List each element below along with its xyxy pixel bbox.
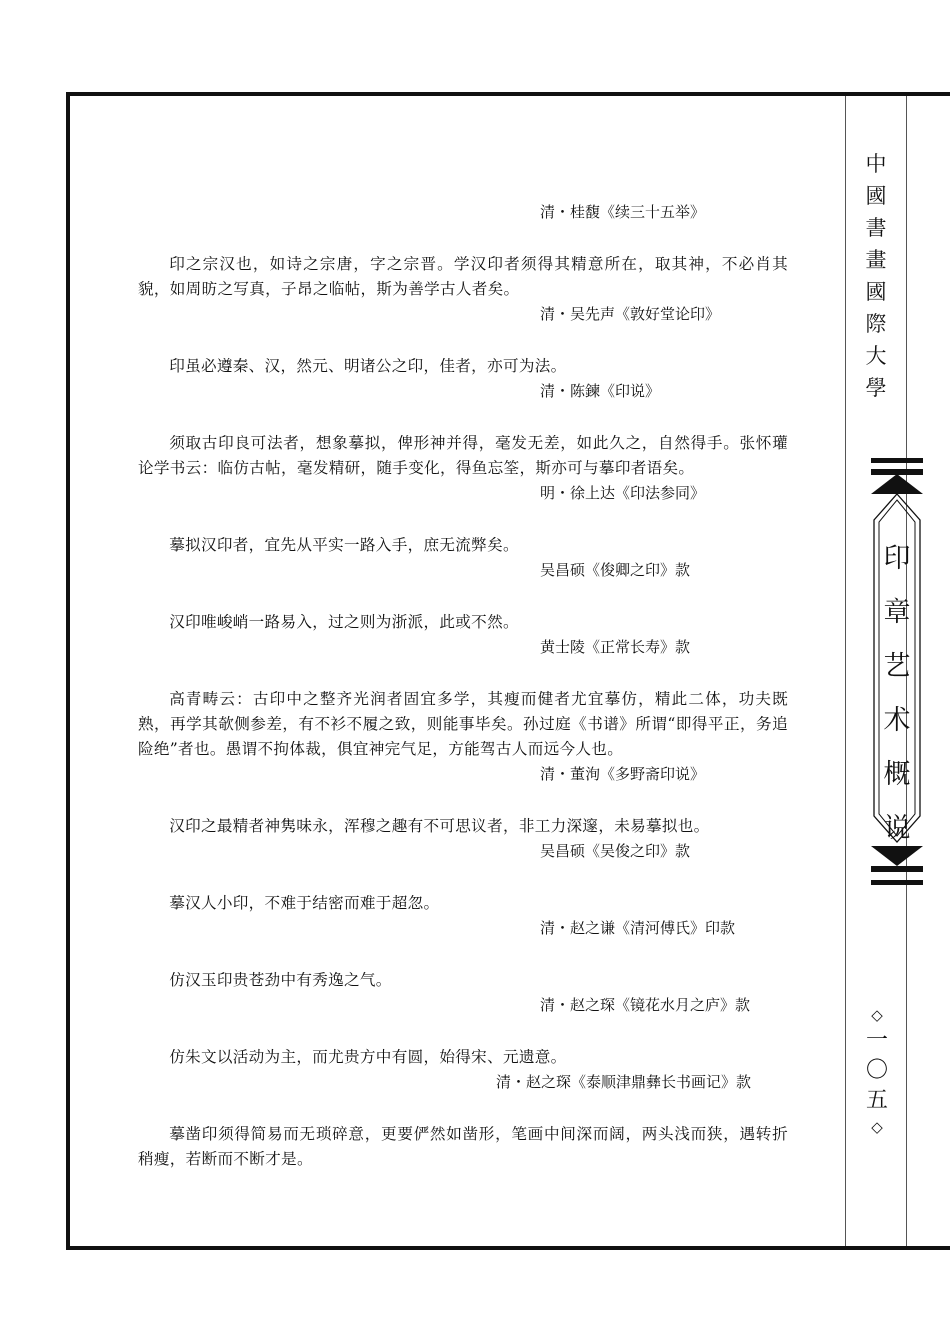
chapter-title-char: 术: [883, 705, 911, 736]
column-rule: [845, 96, 846, 1246]
quote-source: 清・吴先声《敦好堂论印》: [540, 305, 721, 323]
tab-arrow-bottom: [871, 846, 923, 866]
quote-source: 清・桂馥《续三十五举》: [540, 203, 706, 221]
quote-text: 摹汉人小印，不难于结密而难于超忽。: [169, 894, 440, 912]
tab-bar-bottom: [871, 880, 923, 885]
page-number-char: 〇: [865, 1058, 888, 1083]
quote-text: 印虽必遵秦、汉，然元、明诸公之印，佳者，亦可为法。: [169, 357, 567, 375]
page-number-char: 五: [865, 1088, 888, 1113]
quote-source: 清・陈鍊《印说》: [540, 382, 661, 400]
tab-band-bottom: [871, 866, 923, 872]
quote-source: 吴昌硕《俊卿之印》款: [540, 561, 691, 579]
quote-source: 明・徐上达《印法参同》: [540, 484, 706, 502]
quote-text: 仿汉玉印贵苍劲中有秀逸之气。: [169, 971, 392, 989]
quote-text: 摹凿印须得简易而无琐碎意，更要俨然如凿形，笔画中间深而阔，两头浅而狭，遇转折稍瘦，若断而不断才是。: [138, 1125, 788, 1168]
quote-text: 印之宗汉也，如诗之宗唐，字之宗晋。学汉印者须得其精意所在，取其神，不必肖其貌，如周昉之写真，子昂之临帖，斯为善学古人者矣。: [138, 255, 788, 298]
body-text: [138, 200, 788, 1172]
series-title-char: 中: [865, 152, 887, 176]
series-title-char: 書: [865, 216, 887, 240]
quote-text: 汉印唯峻峭一路易入，过之则为浙派，此或不然。: [169, 613, 519, 631]
chapter-title-char: 说: [883, 813, 911, 844]
series-title-char: 大: [865, 344, 887, 368]
series-title-char: 畫: [865, 248, 887, 272]
quote-text: 须取古印良可法者，想象摹拟，俾形神并得，毫发无差，如此久之，自然得手。张怀瓘论学书云：临仿古帖，毫发精研，随手变化，得鱼忘筌，斯亦可与摹印者语矣。: [138, 434, 788, 477]
series-title-char: 國: [865, 184, 887, 208]
diamond-icon: ◇: [871, 1006, 883, 1024]
series-title-char: 學: [865, 376, 887, 400]
tab-bar-top: [871, 458, 923, 463]
diamond-icon: ◇: [871, 1118, 883, 1136]
quote-text: 汉印之最精者神隽味永，浑穆之趣有不可思议者，非工力深邃，未易摹拟也。: [169, 817, 710, 835]
quote-source: 黄士陵《正常长寿》款: [540, 638, 691, 656]
quote-source: 清・董洵《多野斋印说》: [540, 765, 706, 783]
chapter-title-char: 印: [883, 543, 911, 574]
quote-source: 吴昌硕《吴俊之印》款: [540, 842, 691, 860]
chapter-title: [872, 532, 922, 856]
chapter-title-char: 概: [883, 759, 911, 790]
quote-source: 清・赵之谦《清河傅氏》印款: [540, 919, 736, 937]
series-title-char: 際: [865, 312, 887, 336]
series-title: [860, 148, 892, 404]
chapter-title-char: 艺: [883, 651, 911, 682]
quote-text: 高青畴云：古印中之整齐光润者固宜多学，其瘦而健者尤宜摹仿，精此二体，功夫既熟，再学其欹侧参差，有不衫不履之致，则能事毕矣。孙过庭《书谱》所谓“即得平正，务追险绝”者也。愚谓不拘体裁，俱宜神完气足，方能驾古人而远今人也。: [138, 690, 788, 758]
series-title-char: 國: [865, 280, 887, 304]
quote-source: 清・赵之琛《泰顺津鼎彝长书画记》款: [496, 1073, 752, 1091]
quote-text: 摹拟汉印者，宜先从平实一路入手，庶无流弊矣。: [169, 536, 519, 554]
chapter-title-char: 章: [883, 597, 911, 628]
quote-source: 清・赵之琛《镜花水月之庐》款: [540, 996, 751, 1014]
page-number: [860, 1004, 894, 1138]
quote-text: 仿朱文以活动为主，而尤贵方中有圆，始得宋、元遗意。: [169, 1048, 567, 1066]
page-number-char: 一: [865, 1028, 888, 1053]
